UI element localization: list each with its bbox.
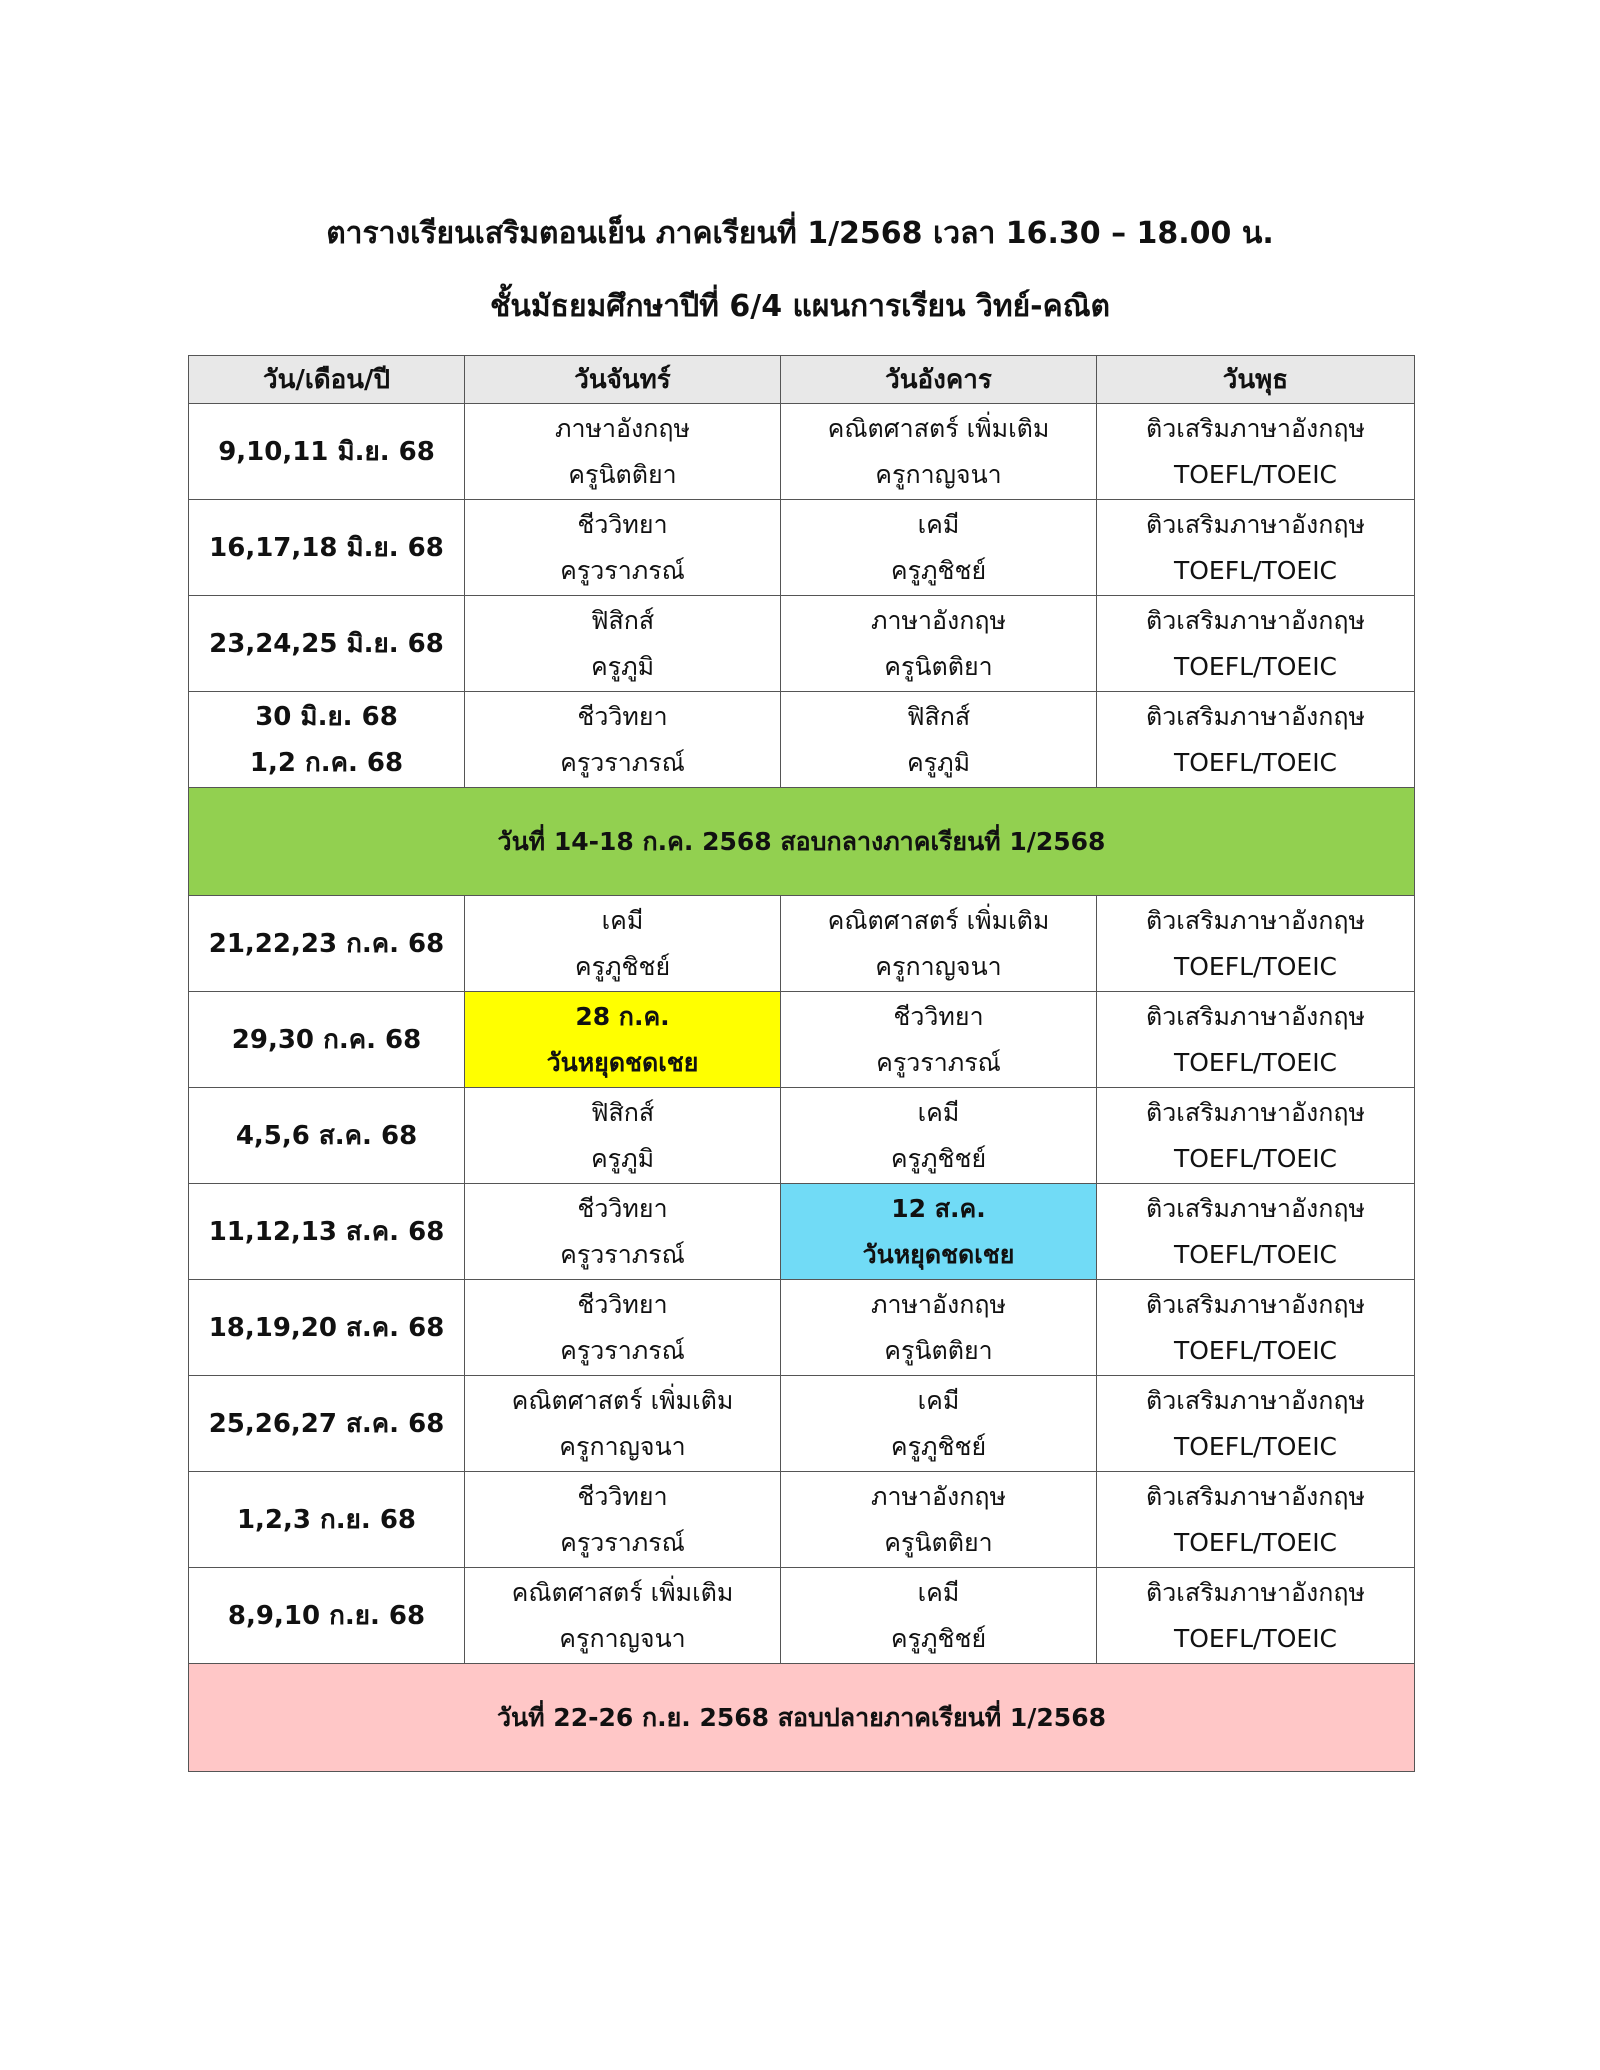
subject-label: คณิตศาสตร์ เพิ่มเติม [511,1385,734,1415]
table-body [189,404,1415,1772]
subject-label: ชีววิทยา [577,1481,668,1511]
schedule-table [188,355,1415,1772]
date-line: 11,12,13 ส.ค. 68 [208,1216,445,1247]
teacher-label: ครูนิตติยา [884,1335,993,1365]
subject-label: ติวเสริมภาษาอังกฤษ [1146,1193,1365,1223]
header-monday: วันจันทร์ [465,356,781,404]
teacher-label: ครูภูชิชย์ [890,555,987,585]
subject-label: ติวเสริมภาษาอังกฤษ [1146,605,1365,635]
wednesday-cell [1097,1472,1415,1568]
subject-label: ชีววิทยา [577,701,668,731]
subject-label: ติวเสริมภาษาอังกฤษ [1146,509,1365,539]
teacher-label: ครูวราภรณ์ [560,1239,685,1269]
date-line: 30 มิ.ย. 68 [255,701,398,732]
date-line: 4,5,6 ส.ค. 68 [235,1120,418,1151]
date-line: 23,24,25 มิ.ย. 68 [209,628,444,659]
monday-cell [465,1088,781,1184]
subject-label: ติวเสริมภาษาอังกฤษ [1146,1385,1365,1415]
subject-label: เคมี [917,1097,960,1127]
teacher-label: ครูวราภรณ์ [560,747,685,777]
page-title: ตารางเรียนเสริมตอนเย็น ภาคเรียนที่ 1/2568 เวลา 16.30 – 18.00 น. [326,216,1274,251]
tuesday-cell [781,992,1097,1088]
teacher-label: ครูกาญจนา [559,1431,686,1461]
date-line: 9,10,11 มิ.ย. 68 [218,436,435,467]
teacher-label: ครูนิตติยา [884,1527,993,1557]
teacher-label: ครูวราภรณ์ [876,1047,1001,1077]
wednesday-cell [1097,1088,1415,1184]
teacher-label: ครูกาญจนา [875,951,1002,981]
monday-cell [465,596,781,692]
teacher-label: TOEFL/TOEIC [1173,1623,1338,1653]
date-cell [189,404,465,500]
teacher-label: TOEFL/TOEIC [1173,1239,1338,1269]
tuesday-cell [781,1472,1097,1568]
subject-label: เคมี [917,1577,960,1607]
tuesday-cell [781,1568,1097,1664]
table-row [189,692,1415,788]
teacher-label: วันหยุดชดเชย [546,1047,699,1077]
subject-label: ชีววิทยา [577,1289,668,1319]
subject-label: เคมี [601,905,644,935]
page-subtitle: ชั้นมัธยมศึกษาปีที่ 6/4 แผนการเรียน วิทย์-คณิต [489,289,1111,324]
date-cell [189,992,465,1088]
final-exam-row [189,1664,1415,1772]
teacher-label: TOEFL/TOEIC [1173,951,1338,981]
subject-label: คณิตศาสตร์ เพิ่มเติม [827,413,1050,443]
wednesday-cell [1097,896,1415,992]
tuesday-cell [781,1184,1097,1280]
header-wednesday: วันพุธ [1097,356,1415,404]
date-cell [189,500,465,596]
teacher-label: ครูวราภรณ์ [560,555,685,585]
monday-cell [465,500,781,596]
subject-label: 28 ก.ค. [575,1001,670,1031]
subject-label: ฟิสิกส์ [906,701,971,731]
tuesday-cell [781,404,1097,500]
date-line: 29,30 ก.ค. 68 [231,1024,422,1055]
date-cell [189,1376,465,1472]
teacher-label: TOEFL/TOEIC [1173,1143,1338,1173]
subject-label: เคมี [917,509,960,539]
date-cell [189,1088,465,1184]
teacher-label: TOEFL/TOEIC [1173,1335,1338,1365]
table-row [189,992,1415,1088]
subject-label: ติวเสริมภาษาอังกฤษ [1146,1097,1365,1127]
date-line: 21,22,23 ก.ค. 68 [208,928,445,959]
date-line: 25,26,27 ส.ค. 68 [208,1408,445,1439]
teacher-label: ครูนิตติยา [568,459,677,489]
table-row [189,1568,1415,1664]
subject-label: คณิตศาสตร์ เพิ่มเติม [827,905,1050,935]
subject-label: ติวเสริมภาษาอังกฤษ [1146,1289,1365,1319]
table-row [189,896,1415,992]
tuesday-cell [781,896,1097,992]
monday-cell [465,404,781,500]
tuesday-cell [781,596,1097,692]
subject-label: ภาษาอังกฤษ [870,1481,1006,1511]
wednesday-cell [1097,992,1415,1088]
subject-label: ชีววิทยา [893,1001,984,1031]
header-tuesday: วันอังคาร [781,356,1097,404]
teacher-label: ครูวราภรณ์ [560,1527,685,1557]
monday-cell [465,1184,781,1280]
date-cell [189,1472,465,1568]
teacher-label: TOEFL/TOEIC [1173,651,1338,681]
teacher-label: ครูภูชิชย์ [890,1143,987,1173]
date-cell [189,1184,465,1280]
monday-cell [465,1376,781,1472]
teacher-label: TOEFL/TOEIC [1173,1527,1338,1557]
tuesday-cell [781,1088,1097,1184]
subject-label: ชีววิทยา [577,509,668,539]
subject-label: ชีววิทยา [577,1193,668,1223]
monday-cell [465,1568,781,1664]
subject-label: ติวเสริมภาษาอังกฤษ [1146,1481,1365,1511]
teacher-label: ครูภูมิ [906,747,971,777]
table-header-row [189,356,1415,404]
monday-cell [465,896,781,992]
teacher-label: ครูภูชิชย์ [890,1431,987,1461]
teacher-label: วันหยุดชดเชย [862,1239,1015,1269]
monday-cell [465,1280,781,1376]
teacher-label: ครูนิตติยา [884,651,993,681]
subject-label: ภาษาอังกฤษ [870,1289,1006,1319]
subject-label: ติวเสริมภาษาอังกฤษ [1146,413,1365,443]
wednesday-cell [1097,404,1415,500]
table-row [189,1088,1415,1184]
subject-label: คณิตศาสตร์ เพิ่มเติม [511,1577,734,1607]
date-cell [189,596,465,692]
teacher-label: ครูวราภรณ์ [560,1335,685,1365]
subject-label: ภาษาอังกฤษ [554,413,690,443]
teacher-label: TOEFL/TOEIC [1173,747,1338,777]
date-cell [189,1280,465,1376]
subject-label: ติวเสริมภาษาอังกฤษ [1146,1577,1365,1607]
teacher-label: TOEFL/TOEIC [1173,555,1338,585]
subject-label: เคมี [917,1385,960,1415]
wednesday-cell [1097,1280,1415,1376]
teacher-label: ครูกาญจนา [559,1623,686,1653]
exam-banner: วันที่ 22-26 ก.ย. 2568 สอบปลายภาคเรียนที่ 1/2568 [189,1664,1415,1772]
tuesday-cell [781,500,1097,596]
teacher-label: ครูภูมิ [590,1143,655,1173]
subject-label: ติวเสริมภาษาอังกฤษ [1146,701,1365,731]
teacher-label: ครูภูชิชย์ [574,951,671,981]
wednesday-cell [1097,1376,1415,1472]
teacher-label: ครูภูชิชย์ [890,1623,987,1653]
monday-cell [465,992,781,1088]
table-row [189,1376,1415,1472]
date-cell [189,896,465,992]
date-cell [189,692,465,788]
header-date: วัน/เดือน/ปี [189,356,465,404]
table-row [189,596,1415,692]
wednesday-cell [1097,596,1415,692]
subject-label: ติวเสริมภาษาอังกฤษ [1146,905,1365,935]
subject-label: ฟิสิกส์ [590,1097,655,1127]
date-line: 1,2,3 ก.ย. 68 [236,1504,417,1535]
date-line: 8,9,10 ก.ย. 68 [227,1600,426,1631]
wednesday-cell [1097,1568,1415,1664]
tuesday-cell [781,692,1097,788]
table-row [189,1280,1415,1376]
date-line: 18,19,20 ส.ค. 68 [208,1312,445,1343]
monday-cell [465,692,781,788]
exam-banner: วันที่ 14-18 ก.ค. 2568 สอบกลางภาคเรียนที่ 1/2568 [189,788,1415,896]
midterm-exam-row [189,788,1415,896]
date-line: 1,2 ก.ค. 68 [249,747,404,778]
tuesday-cell [781,1376,1097,1472]
subject-label: ภาษาอังกฤษ [870,605,1006,635]
teacher-label: TOEFL/TOEIC [1173,1431,1338,1461]
table-row [189,1184,1415,1280]
date-cell [189,1568,465,1664]
wednesday-cell [1097,500,1415,596]
teacher-label: TOEFL/TOEIC [1173,459,1338,489]
table-row [189,1472,1415,1568]
tuesday-cell [781,1280,1097,1376]
teacher-label: ครูกาญจนา [875,459,1002,489]
subject-label: ฟิสิกส์ [590,605,655,635]
wednesday-cell [1097,692,1415,788]
date-line: 16,17,18 มิ.ย. 68 [209,532,444,563]
teacher-label: ครูภูมิ [590,651,655,681]
table-row [189,500,1415,596]
wednesday-cell [1097,1184,1415,1280]
subject-label: 12 ส.ค. [891,1193,986,1223]
table-row [189,404,1415,500]
monday-cell [465,1472,781,1568]
subject-label: ติวเสริมภาษาอังกฤษ [1146,1001,1365,1031]
teacher-label: TOEFL/TOEIC [1173,1047,1338,1077]
